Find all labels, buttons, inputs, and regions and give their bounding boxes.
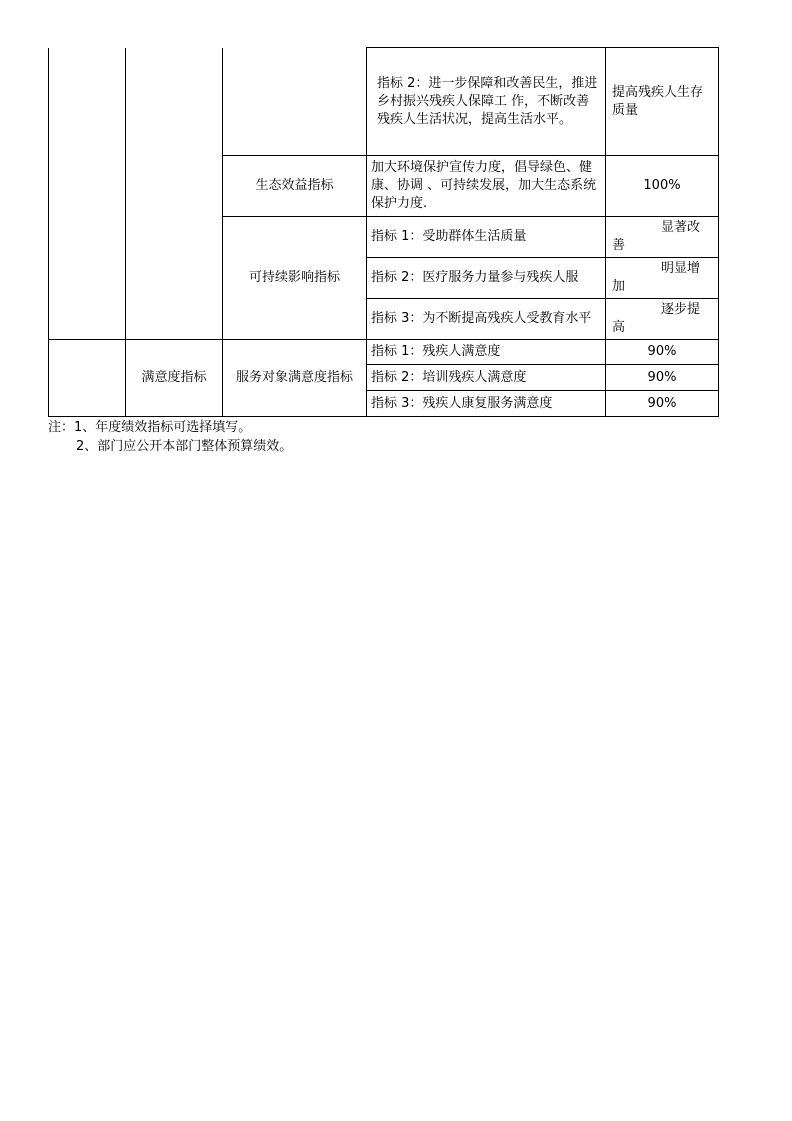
level3-category-cell (223, 48, 367, 156)
indicator-cell: 指标 3：为不断提高残疾人受教育水平 (367, 299, 606, 340)
value-cell: 90% (606, 391, 719, 417)
table-notes (48, 418, 292, 456)
indicator-cell: 指标 1：受助群体生活质量 (367, 217, 606, 258)
indicator-cell: 指标 3：残疾人康复服务满意度 (367, 391, 606, 417)
performance-indicator-table (48, 47, 719, 417)
value-cell: 90% (606, 340, 719, 365)
value-cell (606, 258, 719, 299)
category-label: 满意度指标 (126, 340, 223, 417)
indicator-cell: 指标 2：医疗服务力量参与残疾人服 (367, 258, 606, 299)
value-line-2: 加 (612, 279, 626, 294)
level1-category-cell (49, 48, 126, 340)
value-cell: 100% (606, 156, 719, 217)
value-cell (606, 299, 719, 340)
level2-category-cell (126, 48, 223, 340)
value-cell (606, 217, 719, 258)
value-line-2: 高 (612, 320, 626, 335)
indicator-cell: 指标 2：进一步保障和改善民生，推进乡村振兴残疾人保障工 作，不断改善残疾人生活状况，提高生活水平。 (367, 48, 606, 156)
level1-category-cell (49, 340, 126, 417)
value-line-1: 明显增 (660, 261, 700, 276)
table-row (49, 340, 719, 365)
subcategory-label: 生态效益指标 (223, 156, 367, 217)
indicator-cell: 加大环境保护宣传力度，倡导绿色、健康、协调 、可持续发展，加大生态系统保护力度. (367, 156, 606, 217)
note-line-2: 2、部门应公开本部门整体预算绩效。 (76, 439, 293, 454)
note-line-1: 注：1、年度绩效指标可选择填写。 (48, 420, 252, 435)
subcategory-label: 服务对象满意度指标 (223, 340, 367, 417)
table-row (49, 48, 719, 156)
value-line-1: 逐步提 (660, 302, 700, 317)
indicator-cell: 指标 2：培训残疾人满意度 (367, 365, 606, 391)
indicator-cell: 指标 1：残疾人满意度 (367, 340, 606, 365)
value-line-2: 善 (612, 238, 626, 253)
value-line-1: 显著改 (660, 220, 700, 235)
value-cell: 90% (606, 365, 719, 391)
subcategory-label: 可持续影响指标 (223, 217, 367, 340)
value-cell: 提高残疾人生存质量 (606, 48, 719, 156)
